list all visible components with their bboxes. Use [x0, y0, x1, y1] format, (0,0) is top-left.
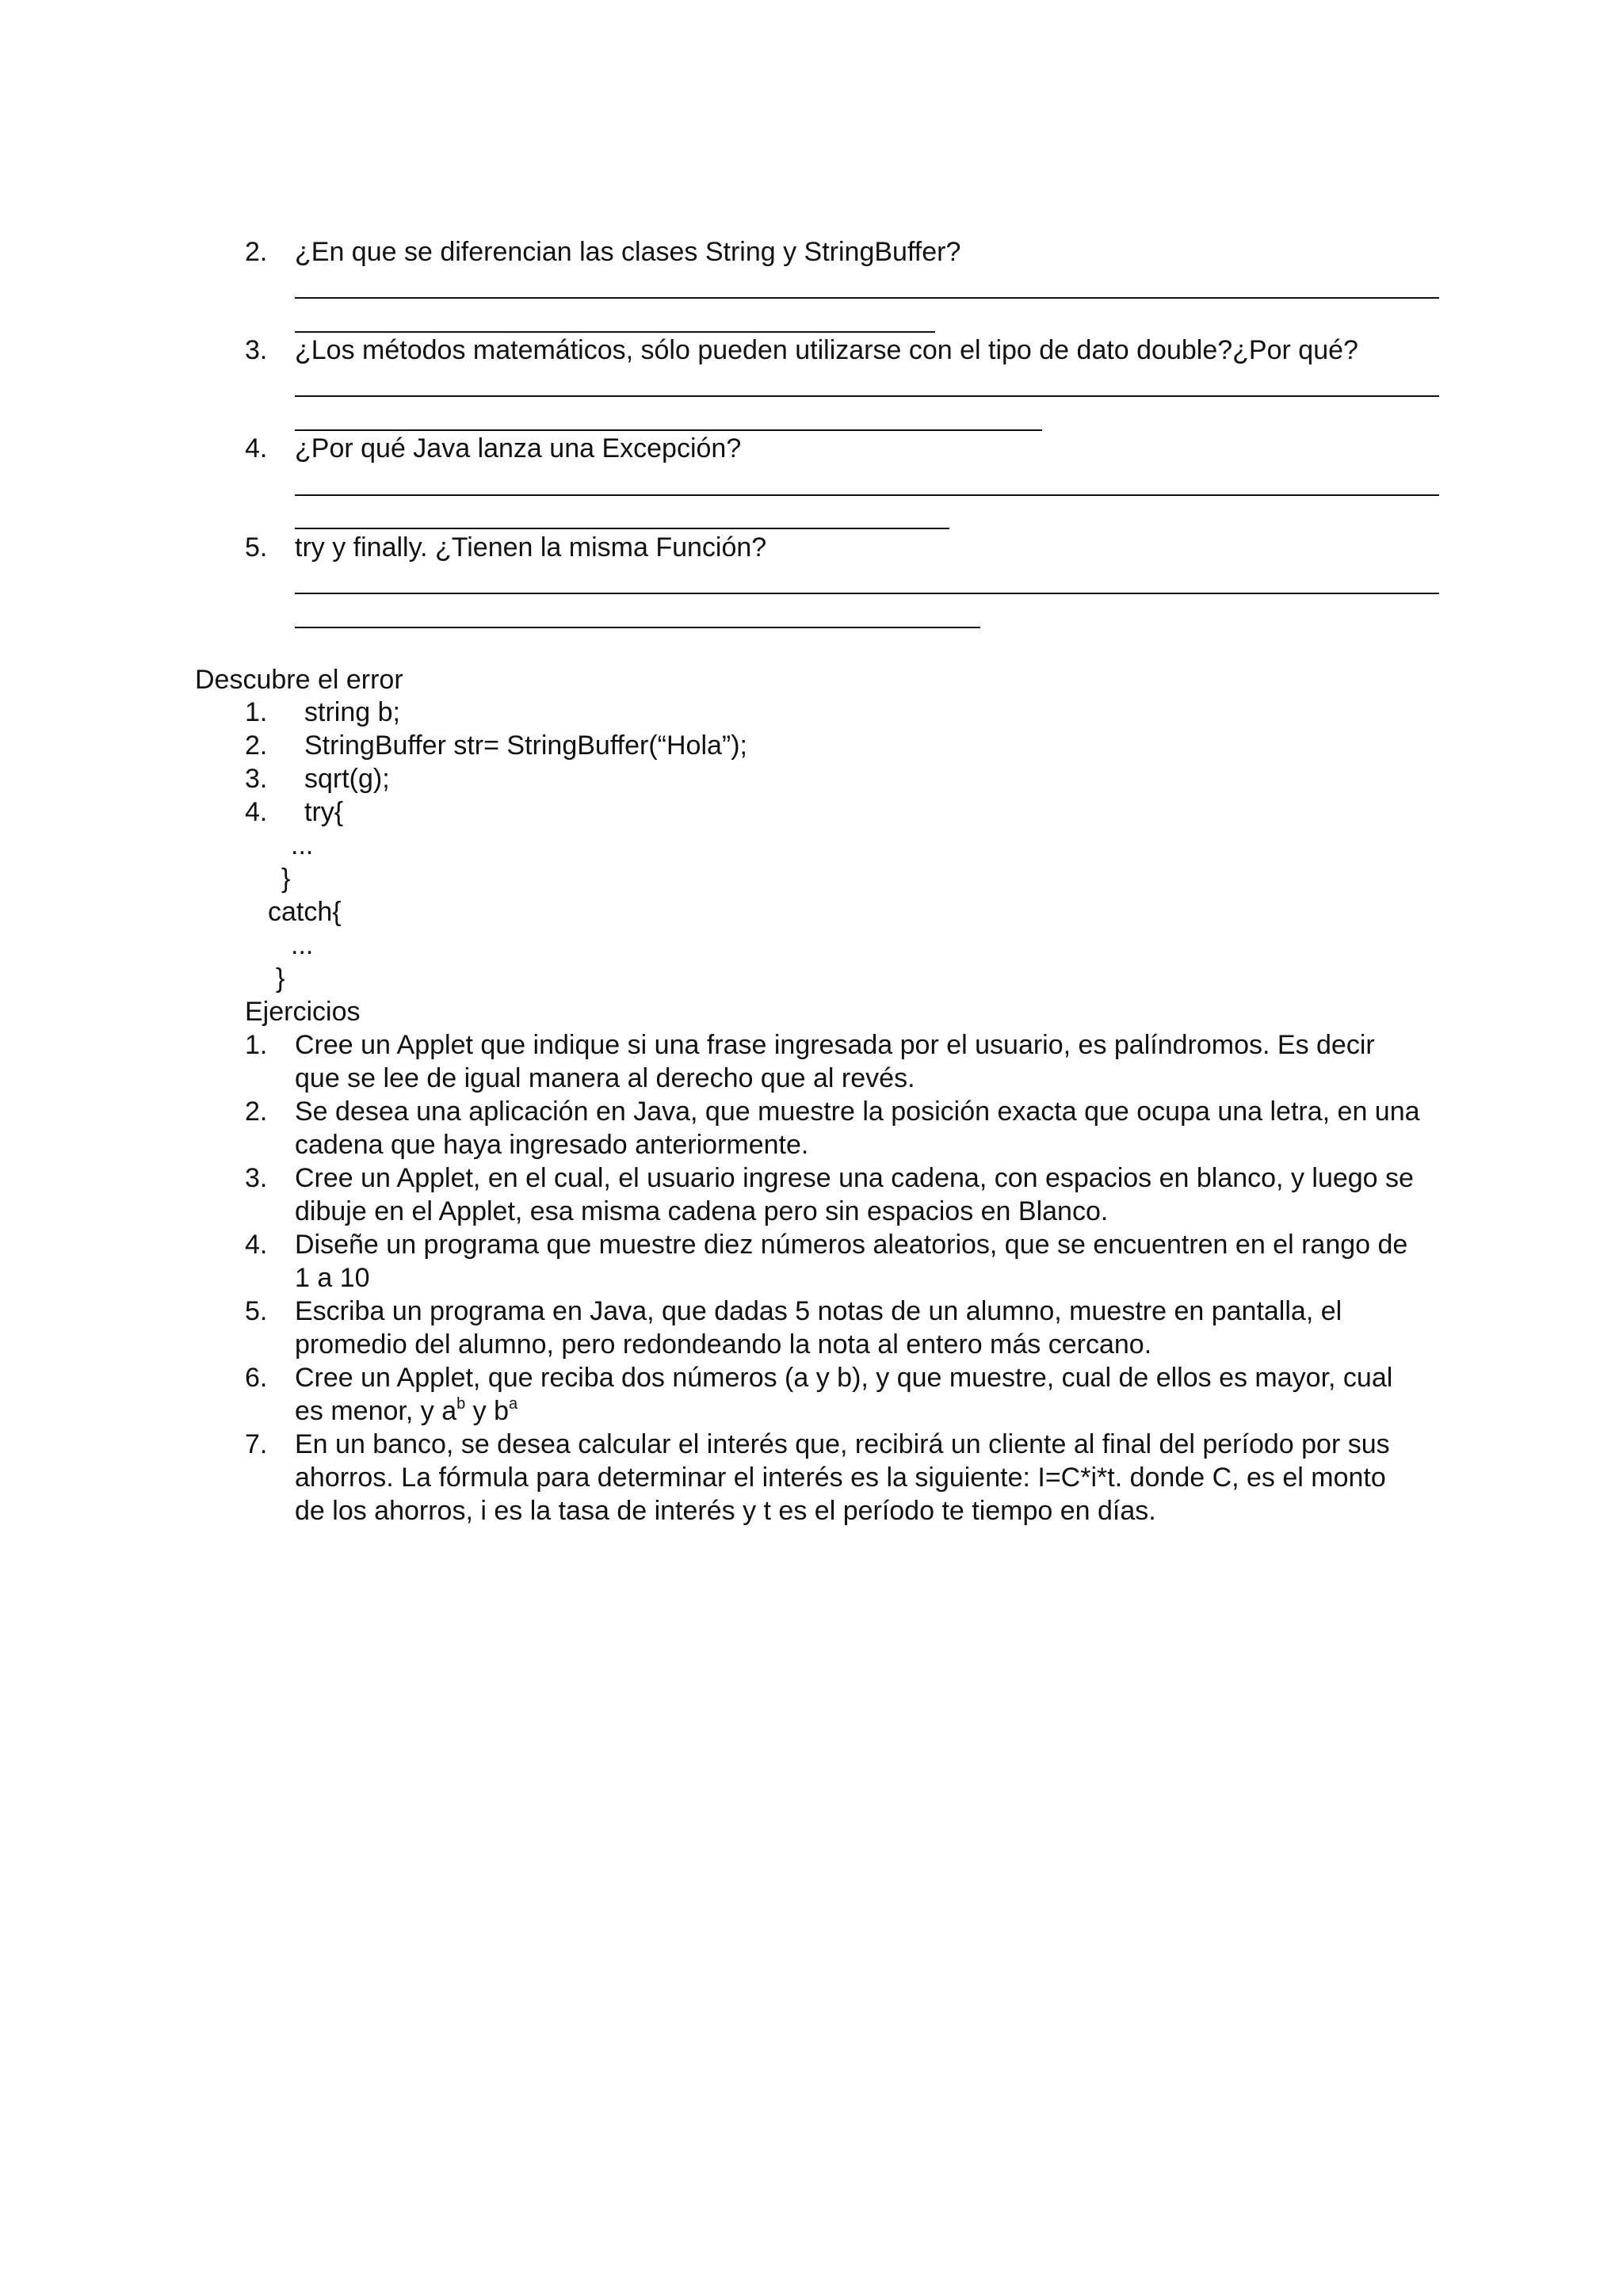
exercise-number: 6. [245, 1363, 268, 1393]
exercise-text: dibuje en el Applet, esa misma cadena pero sin espacios en Blanco. [295, 1196, 1109, 1226]
error-item-number: 4. [245, 797, 268, 827]
exercise-text: ahorros. La fórmula para determinar el interés es la siguiente: I=C*i*t. donde C, es el monto [295, 1463, 1386, 1493]
exercise-text: Escriba un programa en Java, que dadas 5 notas de un alumno, muestre en pantalla, el [295, 1296, 1342, 1326]
exercise-number: 5. [245, 1296, 268, 1326]
question-text: try y finally. ¿Tienen la misma Función? [295, 532, 767, 563]
answer-line [295, 627, 980, 628]
error-item-number: 2. [245, 730, 268, 761]
exercise-text: Cree un Applet, que reciba dos números (a y b), y que muestre, cual de ellos es mayor, cual [295, 1363, 1393, 1393]
question-number: 5. [245, 532, 268, 563]
answer-line [295, 331, 935, 333]
error-item-code: try{ [304, 797, 344, 827]
exponent-text-prefix: es menor, y a [295, 1396, 457, 1426]
answer-line [295, 429, 1042, 431]
code-line: ... [291, 830, 314, 860]
exercise-number: 7. [245, 1429, 268, 1459]
exercise-text: 1 a 10 [295, 1263, 370, 1293]
section-heading-error: Descubre el error [195, 665, 403, 695]
answer-line [295, 593, 1439, 594]
exponent-b: b [456, 1395, 466, 1413]
exercise-number: 4. [245, 1230, 268, 1260]
question-number: 4. [245, 433, 268, 463]
section-heading-exercises: Ejercicios [245, 997, 361, 1027]
code-line: catch{ [268, 897, 342, 927]
exercise-number: 2. [245, 1097, 268, 1127]
question-number: 3. [245, 335, 268, 365]
exercise-text: Se desea una aplicación en Java, que muestre la posición exacta que ocupa una letra, en una [295, 1097, 1420, 1127]
error-item-code: StringBuffer str= StringBuffer(“Hola”); [304, 730, 748, 761]
answer-line [295, 494, 1439, 496]
code-line: } [281, 864, 291, 894]
code-line: } [276, 963, 285, 994]
exercise-text: promedio del alumno, pero redondeando la nota al entero más cercano. [295, 1329, 1152, 1360]
question-text: ¿Por qué Java lanza una Excepción? [295, 433, 742, 463]
error-item-number: 3. [245, 764, 268, 794]
exponent-a: a [509, 1395, 518, 1413]
exercise-text: Diseñe un programa que muestre diez números aleatorios, que se encuentren en el rango de [295, 1230, 1408, 1260]
answer-line [295, 297, 1439, 299]
exercise-text: que se lee de igual manera al derecho que al revés. [295, 1063, 915, 1093]
question-text: ¿En que se diferencian las clases String y StringBuffer? [295, 237, 961, 267]
exercise-text: En un banco, se desea calcular el interés que, recibirá un cliente al final del período por sus [295, 1429, 1390, 1459]
error-item-code: sqrt(g); [304, 764, 390, 794]
exponent-text-mid: y b [465, 1396, 510, 1426]
code-line: ... [291, 930, 314, 960]
exercise-text: cadena que haya ingresado anteriormente. [295, 1130, 809, 1160]
exercise-number: 3. [245, 1163, 268, 1193]
exercise-text: Cree un Applet que indique si una frase ingresada por el usuario, es palíndromos. Es decir [295, 1030, 1375, 1060]
answer-line [295, 395, 1439, 397]
question-number: 2. [245, 237, 268, 267]
exercise-number: 1. [245, 1030, 268, 1060]
error-item-number: 1. [245, 697, 268, 727]
exercise-text-with-exponents [295, 1394, 517, 1428]
question-text: ¿Los métodos matemáticos, sólo pueden utilizarse con el tipo de dato double?¿Por qué? [295, 335, 1358, 365]
exercise-text: Cree un Applet, en el cual, el usuario ingrese una cadena, con espacios en blanco, y luego se [295, 1163, 1414, 1193]
answer-line [295, 528, 949, 529]
exercise-text: de los ahorros, i es la tasa de interés y t es el período te tiempo en días. [295, 1496, 1156, 1526]
error-item-code: string b; [304, 697, 400, 727]
